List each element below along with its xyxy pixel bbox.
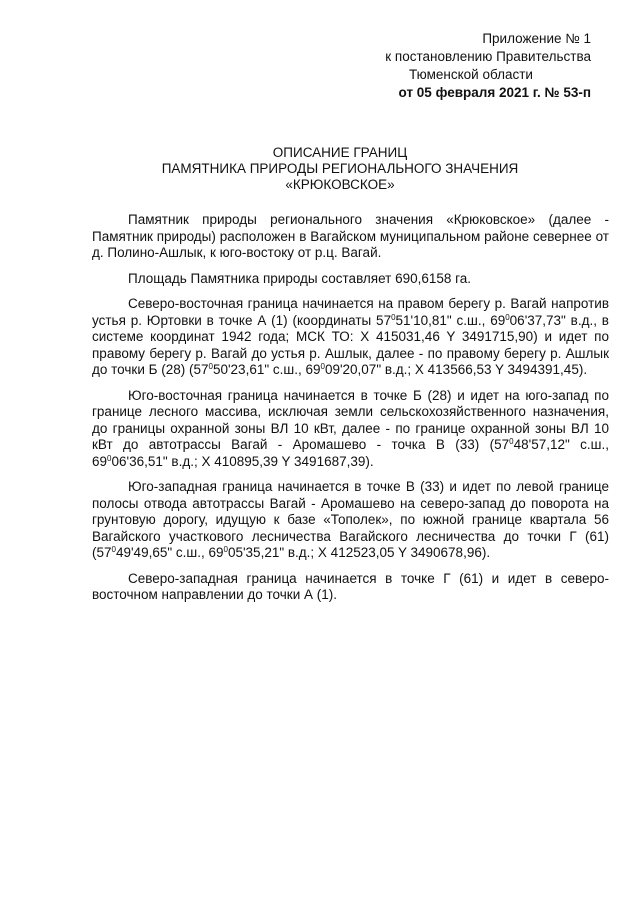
appendix-header — [291, 30, 591, 102]
text-segment: Северо-восточная граница начинается на правом берегу р. Вагай напротив устья р. Юртовки в точке А (1) (координаты 57 — [92, 296, 609, 328]
paragraph-southwest-border — [92, 479, 609, 562]
appendix-date-number: от 05 февраля 2021 г. № 53-п — [398, 85, 591, 100]
paragraph-area: Площадь Памятника природы составляет 690,6158 га. — [128, 270, 472, 286]
text-segment: Юго-западная граница начинается в точке В (33) и идет по левой границе полосы отвода автотрассы Вагай - Аромашево на северо-запад до поворота на грунтовую дорогу, идущую к базе «Тополек», по южной границе квартала 56 Вагайского участкового лесничества Вагайского лесничества до точки Г (61) (57 — [92, 479, 609, 560]
degree-superscript: 0 — [107, 453, 112, 463]
paragraph-northwest-border: Северо-западная граница начинается в точке Г (61) и идет в северо-восточном направлении до точки А (1). — [92, 570, 609, 602]
appendix-number: Приложение № 1 — [482, 31, 591, 46]
degree-superscript: 0 — [111, 545, 116, 554]
paragraph-southeast-border — [92, 388, 609, 471]
degree-superscript: 0 — [509, 437, 514, 446]
text-segment: 06'36,51" в.д.; X 410895,39 Y 3491687,39). — [111, 453, 374, 469]
degree-superscript: 0 — [505, 312, 510, 322]
text-segment: 48'57,12" с.ш., 69 — [92, 437, 609, 469]
appendix-region: Тюменской области — [409, 67, 533, 82]
degree-superscript: 0 — [391, 312, 396, 322]
text-segment: 49'49,65" с.ш., 69 — [115, 545, 224, 560]
text-segment: Юго-восточная граница начинается в точке Б (28) и идет на юго-запад по границе лесного массива, исключая земли сельскохозяйственного назначения, до границы охранной зоны ВЛ 10 кВт, далее - по границе охранной зоны ВЛ 10 кВт до автотрассы Вагай - Аромашево - точка В (33) (57 — [92, 387, 609, 452]
paragraph-location: Памятник природы регионального значения «Крюковское» (далее - Памятник природы) расположен в Вагайском муниципальном районе севернее от д. Полино-Ашлык, к юго-востоку от р.ц. Вагай. — [92, 212, 609, 260]
degree-superscript: 0 — [208, 362, 213, 371]
paragraph-northeast-border — [92, 296, 609, 379]
text-segment: 09'20,07" в.д.; X 413566,53 Y 3494391,45). — [324, 362, 588, 377]
document-title — [90, 145, 590, 193]
text-segment: 51'10,81" с.ш., 69 — [395, 312, 506, 328]
text-segment: 06'37,73" в.д., в системе координат 1942 года; МСК ТО: X 415031,46 Y 3491715,90) и идет по правому берегу р. Вагай до устья р. Ашлык, далее - по правому берегу р. Ашлык до точки Б (28) (57 — [92, 312, 609, 377]
document-body — [92, 212, 609, 613]
title-line-2: ПАМЯТНИКА ПРИРОДЫ РЕГИОНАЛЬНОГО ЗНАЧЕНИЯ — [161, 161, 519, 176]
title-line-1: ОПИСАНИЕ ГРАНИЦ — [272, 145, 408, 160]
title-line-3: «КРЮКОВСКОЕ» — [285, 177, 395, 192]
degree-superscript: 0 — [223, 545, 228, 554]
text-segment: 50'23,61" с.ш., 69 — [212, 362, 321, 377]
text-segment: 05'35,21" в.д.; X 412523,05 Y 3490678,96). — [227, 545, 491, 560]
degree-superscript: 0 — [320, 362, 325, 371]
appendix-resolution-ref: к постановлению Правительства — [385, 49, 591, 64]
